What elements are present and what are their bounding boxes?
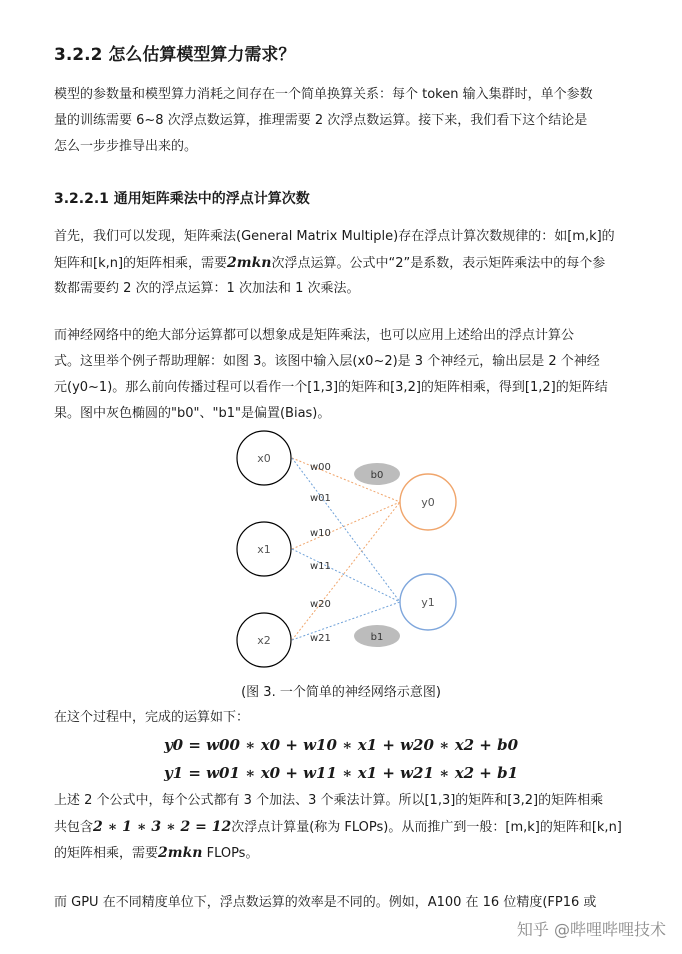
output-label: y1 xyxy=(421,596,435,609)
inline-math: 2mkn xyxy=(227,255,272,271)
text-run: 的矩阵相乘，需要 xyxy=(54,846,159,861)
output-label: y0 xyxy=(421,496,435,509)
bias-label: b0 xyxy=(370,470,384,481)
summary-paragraph xyxy=(54,788,634,866)
inline-math: 2mkn xyxy=(158,845,203,861)
text-line: 量的训练需要 6~8 次浮点数运算，推理需要 2 次浮点数运算。接下来，我们看下这个结论是 xyxy=(54,113,588,128)
text-run: 矩阵和[k,n]的矩阵相乘，需要 xyxy=(54,256,228,271)
text-line: 上述 2 个公式中，每个公式都有 3 个加法、3 个乘法计算。所以[1,3]的矩阵和[3,2]的矩阵相乘 xyxy=(54,793,604,808)
text-line xyxy=(54,840,634,866)
weight-label: w20 xyxy=(310,599,331,610)
inline-math: 2 ∗ 1 ∗ 3 ∗ 2 = 12 xyxy=(93,819,232,835)
text-line: 怎么一步步推导出来的。 xyxy=(54,139,198,154)
text-line: 果。图中灰色椭圆的"b0"、"b1"是偏置(Bias)。 xyxy=(54,406,331,421)
text-line: 在这个过程中，完成的运算如下： xyxy=(54,710,250,725)
text-run: 次浮点计算量(称为 FLOPs)。从而推广到一般：[m,k]的矩阵和[k,n] xyxy=(231,820,622,835)
input-label: x0 xyxy=(257,452,271,465)
weight-label: w21 xyxy=(310,633,331,644)
weight-label: w10 xyxy=(310,528,331,539)
input-label: x1 xyxy=(257,543,271,556)
process-intro xyxy=(54,705,634,731)
formula-y1: y1 = w01 ∗ x0 + w11 ∗ x1 + w21 ∗ x2 + b1 xyxy=(163,764,519,782)
text-line: 而神经网络中的绝大部分运算都可以想象成是矩阵乘法，也可以应用上述给出的浮点计算公 xyxy=(54,328,575,343)
section-heading: 3.2.2 怎么估算模型算力需求？ xyxy=(54,45,296,65)
y1-edges xyxy=(292,458,400,640)
text-line: 式。这里举个例子帮助理解：如图 3。该图中输入层(x0~2)是 3 个神经元，输出层是 2 个神经 xyxy=(54,354,600,369)
text-line: 首先，我们可以发现，矩阵乘法(General Matrix Multiple)存在浮点计算次数规律的：如[m,k]的 xyxy=(54,229,615,244)
text-run: 共包含 xyxy=(54,820,94,835)
figure-caption: (图 3. 一个简单的神经网络示意图) xyxy=(241,685,441,700)
watermark: 知乎 @哔哩哔哩技术 xyxy=(516,920,666,939)
gpu-paragraph xyxy=(54,890,634,916)
text-run: FLOPs。 xyxy=(202,846,259,861)
bias-label: b1 xyxy=(370,632,384,643)
formula-y0: y0 = w00 ∗ x0 + w10 ∗ x1 + w20 ∗ x2 + b0 xyxy=(163,736,519,754)
text-line: 模型的参数量和模型算力消耗之间存在一个简单换算关系：每个 token 输入集群时，单个参数 xyxy=(54,87,593,102)
text-line: 而 GPU 在不同精度单位下，浮点数运算的效率是不同的。例如，A100 在 16 位精度(FP16 或 xyxy=(54,895,597,910)
subsection-heading: 3.2.2.1 通用矩阵乘法中的浮点计算次数 xyxy=(54,191,310,207)
text-run: 次浮点运算。公式中“2”是系数，表示矩阵乘法中的每个参 xyxy=(271,256,606,271)
text-line: 数都需要约 2 次的浮点运算：1 次加法和 1 次乘法。 xyxy=(54,281,360,296)
y0-edges xyxy=(292,458,400,640)
input-label: x2 xyxy=(257,634,271,647)
weight-label: w11 xyxy=(310,561,331,572)
text-line xyxy=(54,814,634,840)
weight-label: w00 xyxy=(310,462,331,473)
weight-label: w01 xyxy=(310,493,331,504)
text-line: 元(y0~1)。那么前向传播过程可以看作一个[1,3]的矩阵和[3,2]的矩阵相乘，得到[1,2]的矩阵结 xyxy=(54,380,608,395)
